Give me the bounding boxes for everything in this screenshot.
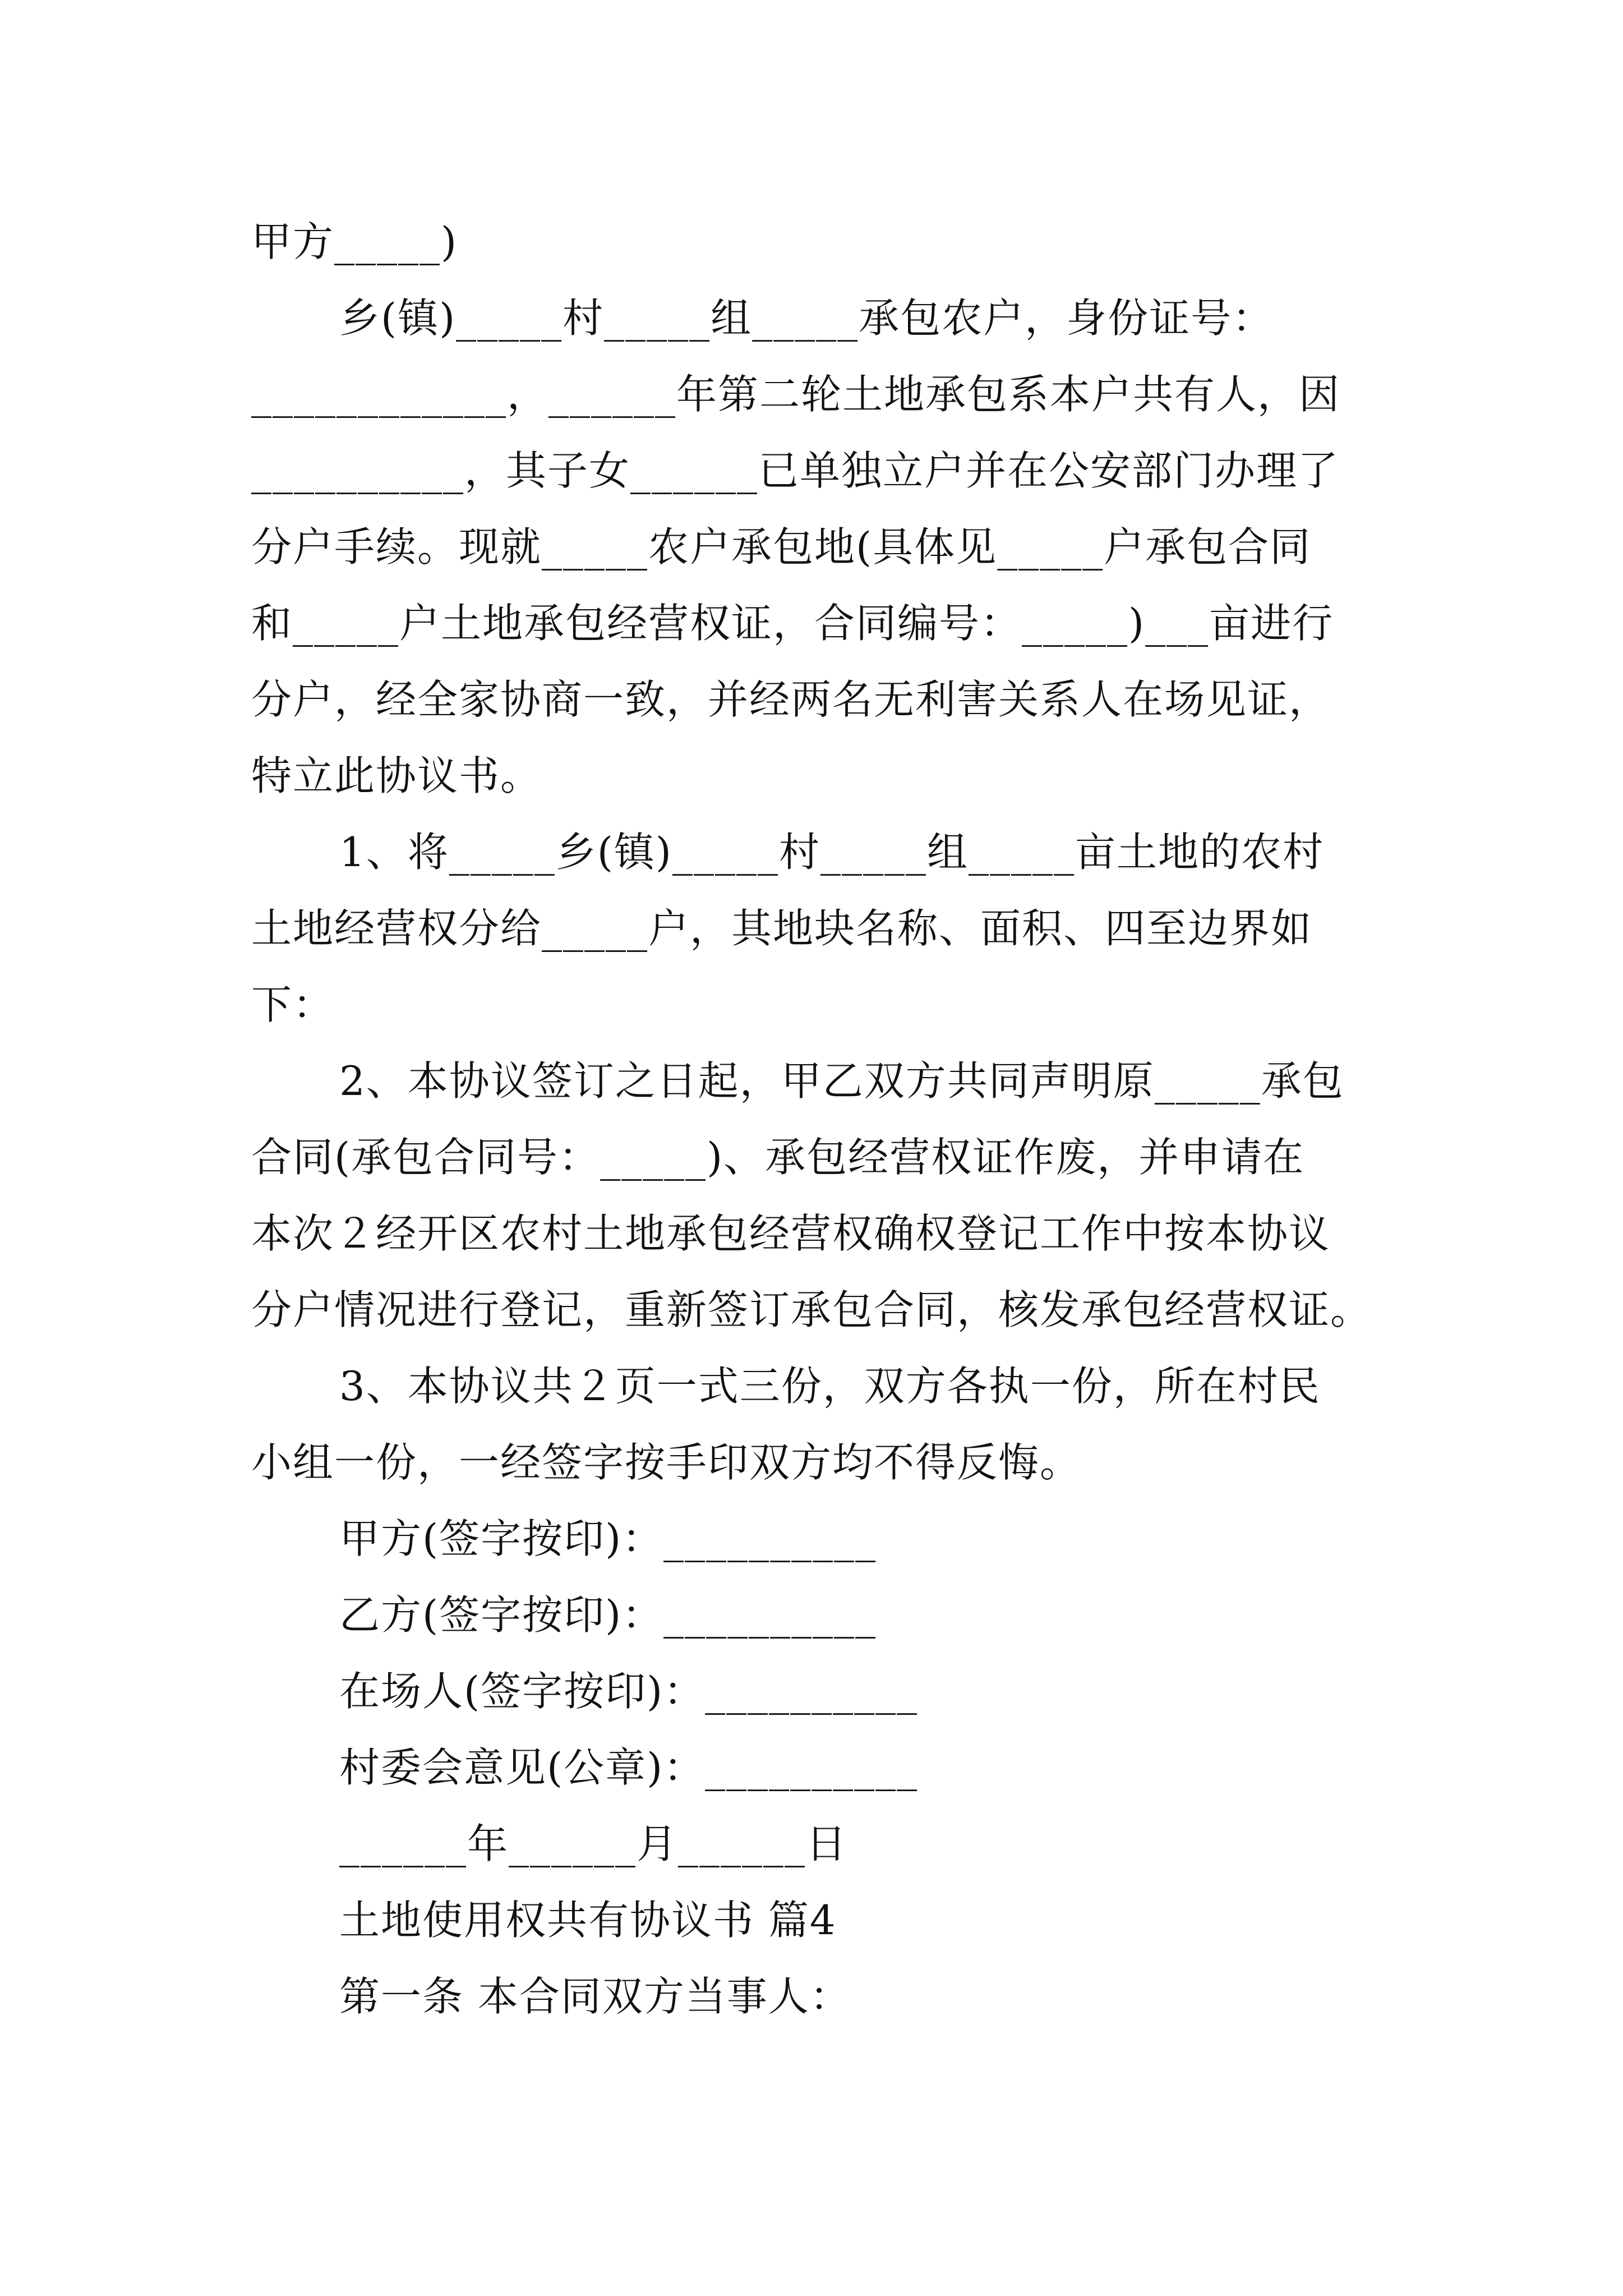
doc-line-14: 本次２经开区农村土地承包经营权确权登记工作中按本协议	[251, 1210, 1331, 1257]
doc-line-12: 2、本协议签订之日起，甲乙双方共同声明原_____承包	[339, 1057, 1344, 1105]
doc-line-13: 合同(承包合同号：_____)、承包经营权证作废，并申请在	[251, 1134, 1305, 1181]
signature-party-b: 乙方(签字按印)：__________	[339, 1591, 877, 1639]
doc-line-2: 乡(镇)_____村_____组_____承包农户，身份证号：	[339, 295, 1274, 342]
doc-line-7: 分户，经全家协商一致，并经两名无利害关系人在场见证，	[251, 676, 1331, 723]
doc-line-15: 分户情况进行登记，重新签订承包合同，核发承包经营权证。	[251, 1286, 1372, 1333]
doc-line-3: ____________，______年第二轮土地承包系本户共有人，因	[251, 371, 1341, 418]
doc-line-6: 和_____户土地承包经营权证，合同编号：_____)___亩进行	[251, 600, 1334, 647]
doc-line-1: 甲方_____)	[251, 218, 458, 265]
doc-line-4: __________，其子女______已单独立户并在公安部门办理了	[251, 447, 1340, 494]
doc-line-16: 3、本协议共２页一式三份，双方各执一份，所在村民	[339, 1363, 1321, 1410]
article-1-heading: 第一条 本合同双方当事人：	[339, 1973, 851, 2020]
section-title: 土地使用权共有协议书 篇4	[339, 1897, 837, 1944]
date-line: ______年______月______日	[339, 1820, 847, 1867]
doc-line-17: 小组一份，一经签字按手印双方均不得反悔。	[251, 1439, 1082, 1486]
doc-line-9: 1、将_____乡(镇)_____村_____组_____亩土地的农村	[339, 829, 1324, 876]
doc-line-8: 特立此协议书。	[251, 752, 542, 799]
doc-line-11: 下：	[251, 981, 335, 1028]
signature-village-committee: 村委会意见(公章)：__________	[339, 1744, 919, 1791]
doc-line-5: 分户手续。现就_____农户承包地(具体见_____户承包合同	[251, 523, 1312, 570]
signature-witness: 在场人(签字按印)：__________	[339, 1668, 919, 1715]
signature-party-a: 甲方(签字按印)：__________	[339, 1515, 877, 1562]
doc-line-10: 土地经营权分给_____户，其地块名称、面积、四至边界如	[251, 905, 1313, 952]
